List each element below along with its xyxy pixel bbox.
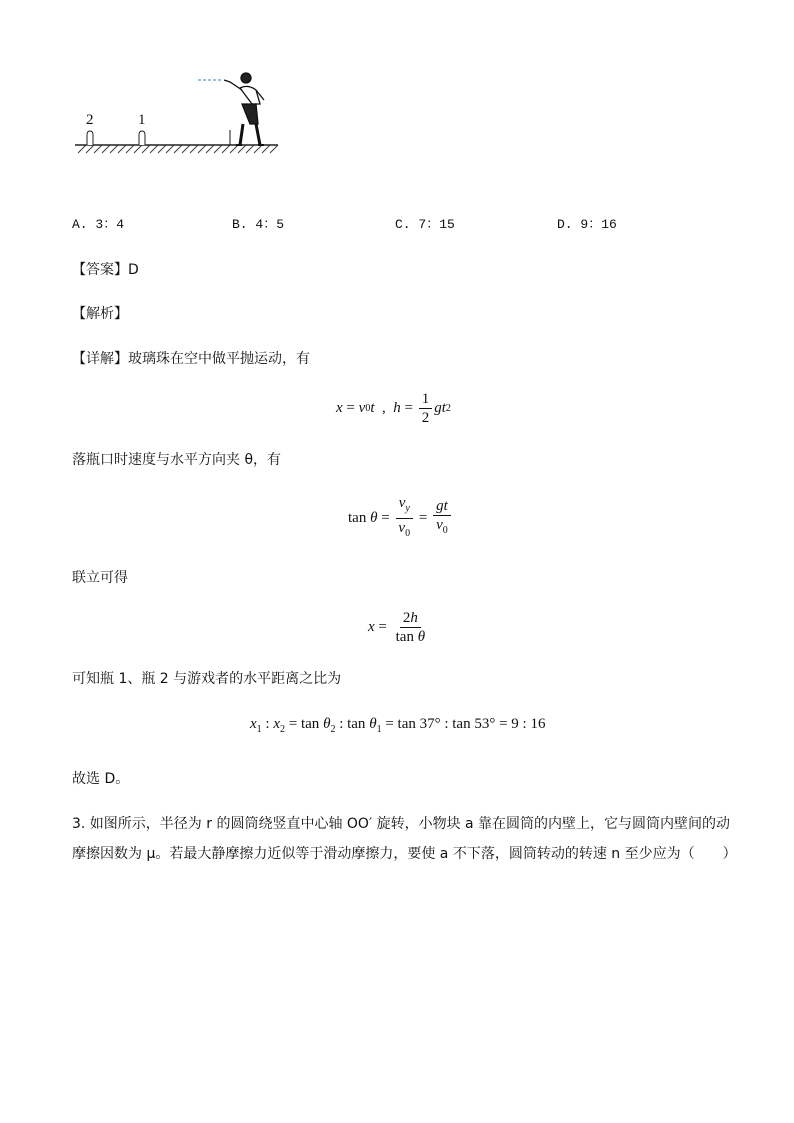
question-3-line-2: 摩擦因数为 μ。若最大静摩擦力近似等于滑动摩擦力，要使 a 不下落，圆筒转动的转速 n 至少应为（ ） (72, 846, 737, 862)
question-3-line-1: 3. 如图所示，半径为 r 的圆筒绕竖直中心轴 OO′ 旋转，小物块 a 靠在圆筒的内壁上，它与圆筒内壁间的动 (72, 816, 731, 832)
bottle-2-shape (87, 131, 93, 145)
detail-text: 玻璃珠在空中做平抛运动，有 (128, 351, 310, 367)
fall-angle-line: 落瓶口时速度与水平方向夹 θ，有 (72, 452, 282, 468)
bottle-1-shape (139, 131, 145, 145)
bottle-2-label: 2 (86, 112, 94, 128)
choose-line: 故选 D。 (72, 771, 130, 787)
option-a[interactable]: A. 3：4 (72, 217, 125, 232)
equation-tan-theta: tan θ = $\frac{v_y}{v_0}$ = $\frac{gt}{v_0}$ (348, 497, 453, 539)
option-b[interactable]: B. 4：5 (232, 217, 285, 232)
detail-tag: 【详解】 (72, 351, 128, 367)
option-d[interactable]: D. 9：16 (557, 217, 617, 232)
equation-ratio: $x_1$ : $x_2 = \tan \theta_2$ : $\tan \theta_1 = \tan 37^\circ$ : tan 53° = 9 : 16 (250, 716, 546, 735)
option-c[interactable]: C. 7：15 (395, 217, 455, 232)
answer-tag: 【答案】 (72, 262, 128, 278)
answer-value: D (128, 262, 139, 278)
combine-line: 联立可得 (72, 570, 128, 586)
detail-line (72, 349, 310, 369)
answer-line (72, 260, 139, 280)
bottle-1-label: 1 (138, 112, 146, 128)
ratio-line: 可知瓶 1、瓶 2 与游戏者的水平距离之比为 (72, 671, 342, 687)
figure (70, 68, 290, 158)
person-figure (224, 73, 264, 145)
analysis-tag: 【解析】 (72, 306, 128, 322)
equation-projectile: x = v 0 t , h = $\frac{1}{2}$ gt 2 (336, 390, 451, 426)
figure-svg (70, 68, 290, 158)
ground-hatch (78, 145, 278, 153)
equation-distance: x = $\frac{2h}{\text{tan θ}}$ (368, 609, 426, 645)
